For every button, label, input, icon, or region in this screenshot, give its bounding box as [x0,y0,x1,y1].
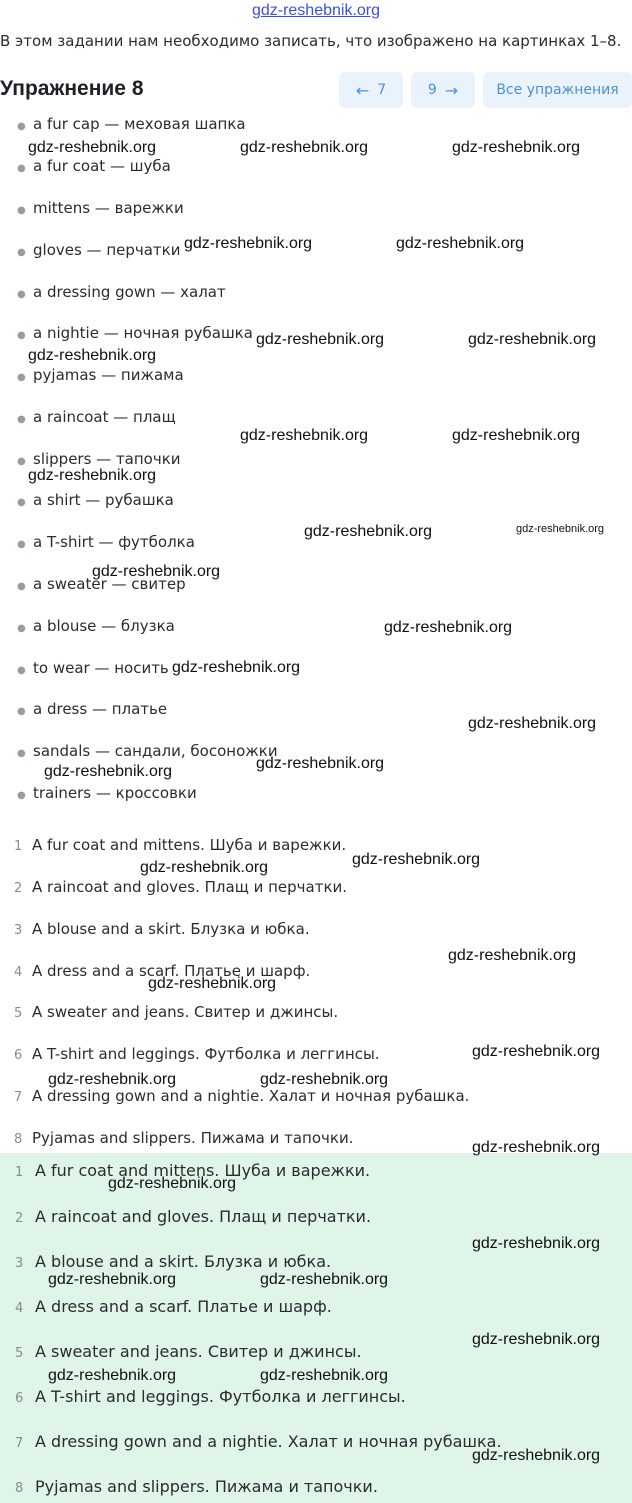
vocab-item: ● mittens — варежки [17,199,184,217]
vocab-item: ● a sweater — свитер [17,575,186,593]
bullet-icon: ● [17,539,26,550]
watermark: gdz-reshebnik.org [304,523,433,540]
bullet-icon: ● [17,205,26,216]
answer-row: 1 A fur coat and mittens. Шуба и варежки. [14,836,347,854]
highlighted-answers [0,1153,632,1503]
bullet-icon: ● [17,790,26,801]
watermark: gdz-reshebnik.org [172,659,301,676]
watermark: gdz-reshebnik.org [472,1235,601,1252]
vocab-item: ● a blouse — блузка [17,617,175,635]
vocab-item: ● a T-shirt — футболка [17,533,195,551]
watermark: gdz-reshebnik.org [260,1367,389,1384]
vocab-item: ● pyjamas — пижама [17,366,184,384]
watermark: gdz-reshebnik.org [48,1071,177,1088]
answer-row: 7 A dressing gown and a nightie. Халат и ночная рубашка. [14,1087,470,1105]
bullet-icon: ● [17,581,26,592]
bullet-icon: ● [17,748,26,759]
watermark: gdz-reshebnik.org [240,427,369,444]
bullet-icon: ● [17,247,26,258]
watermark: gdz-reshebnik.org [28,139,157,156]
watermark: gdz-reshebnik.org [140,859,269,876]
watermark: gdz-reshebnik.org [452,139,581,156]
watermark: gdz-reshebnik.org [184,235,313,252]
vocab-item: ● a shirt — рубашка [17,491,174,509]
watermark: gdz-reshebnik.org [516,523,605,535]
answer-row: 2 A raincoat and gloves. Плащ и перчатки. [14,878,348,896]
watermark: gdz-reshebnik.org [28,467,157,484]
watermark: gdz-reshebnik.org [48,1367,177,1384]
watermark: gdz-reshebnik.org [384,619,513,636]
bullet-icon: ● [17,289,26,300]
vocab-item: ● gloves — перчатки [17,241,181,259]
answer-row: 8 Pyjamas and slippers. Пижама и тапочки. [14,1129,354,1147]
prev-exercise-label: 7 [377,82,387,98]
task-intro: В этом задании нам необходимо записать, что изображено на картинках 1–8. [0,32,622,50]
vocab-item: ● to wear — носить [17,659,169,677]
vocab-item: ● slippers — тапочки [17,450,181,468]
all-exercises-button[interactable] [483,72,632,108]
watermark: gdz-reshebnik.org [44,763,173,780]
bullet-icon: ● [17,706,26,717]
answer-row: 3 A blouse and a skirt. Блузка и юбка. [14,920,310,938]
answer-row: 1 A fur coat and mittens. Шуба и варежки. [15,1161,371,1180]
answer-row: 3 A blouse and a skirt. Блузка и юбка. [15,1252,332,1271]
answer-row: 7 A dressing gown and a nightie. Халат и ночная рубашка. [15,1432,502,1451]
watermark: gdz-reshebnik.org [472,1447,601,1464]
watermark: gdz-reshebnik.org [468,715,597,732]
watermark: gdz-reshebnik.org [452,427,581,444]
bullet-icon: ● [17,414,26,425]
vocab-item: ● a dressing gown — халат [17,283,226,301]
answer-row: 6 A T-shirt and leggings. Футболка и леггинсы. [15,1387,406,1406]
watermark: gdz-reshebnik.org [148,975,277,992]
watermark: gdz-reshebnik.org [352,851,481,868]
watermark: gdz-reshebnik.org [28,347,157,364]
prev-exercise-button[interactable] [339,72,403,108]
answer-row: 2 A raincoat and gloves. Плащ и перчатки. [15,1207,372,1226]
all-exercises-label: Все упражнения [496,82,619,98]
watermark: gdz-reshebnik.org [260,1071,389,1088]
bullet-icon: ● [17,665,26,676]
site-link[interactable]: gdz-reshebnik.org [251,2,381,19]
bullet-icon: ● [17,372,26,383]
watermark: gdz-reshebnik.org [108,1175,237,1192]
answer-row: 8 Pyjamas and slippers. Пижама и тапочки. [15,1477,378,1496]
next-exercise-button[interactable] [411,72,475,108]
vocab-item: ● a fur cap — меховая шапка [17,115,246,133]
answer-row: 5 A sweater and jeans. Свитер и джинсы. [15,1342,362,1361]
vocab-item: ● a dress — платье [17,700,168,718]
vocab-item: ● sandals — сандали, босоножки [17,742,278,760]
arrow-right-icon: → [444,80,459,100]
bullet-icon: ● [17,163,26,174]
bullet-icon: ● [17,456,26,467]
arrow-left-icon: ← [355,80,370,100]
watermark: gdz-reshebnik.org [448,947,577,964]
answer-row: 4 A dress and a scarf. Платье и шарф. [14,962,311,980]
watermark: gdz-reshebnik.org [92,563,221,580]
exercise-title: Упражнение 8 [0,77,144,100]
vocab-item: ● trainers — кроссовки [17,784,197,802]
bullet-icon: ● [17,121,26,132]
watermark: gdz-reshebnik.org [48,1271,177,1288]
watermark: gdz-reshebnik.org [240,139,369,156]
next-exercise-label: 9 [427,82,437,98]
watermark: gdz-reshebnik.org [472,1139,601,1156]
watermark: gdz-reshebnik.org [472,1331,601,1348]
bullet-icon: ● [17,330,26,341]
answer-row: 6 A T-shirt and leggings. Футболка и леггинсы. [14,1045,380,1063]
answer-row: 5 A sweater and jeans. Свитер и джинсы. [14,1003,339,1021]
watermark: gdz-reshebnik.org [396,235,525,252]
watermark: gdz-reshebnik.org [256,331,385,348]
watermark: gdz-reshebnik.org [256,755,385,772]
watermark: gdz-reshebnik.org [260,1271,389,1288]
vocab-item: ● a fur coat — шуба [17,157,171,175]
bullet-icon: ● [17,623,26,634]
watermark: gdz-reshebnik.org [468,331,597,348]
answer-row: 4 A dress and a scarf. Платье и шарф. [15,1297,332,1316]
vocab-item: ● a nightie — ночная рубашка [17,324,253,342]
watermark: gdz-reshebnik.org [472,1043,601,1060]
bullet-icon: ● [17,497,26,508]
vocab-item: ● a raincoat — плащ [17,408,176,426]
